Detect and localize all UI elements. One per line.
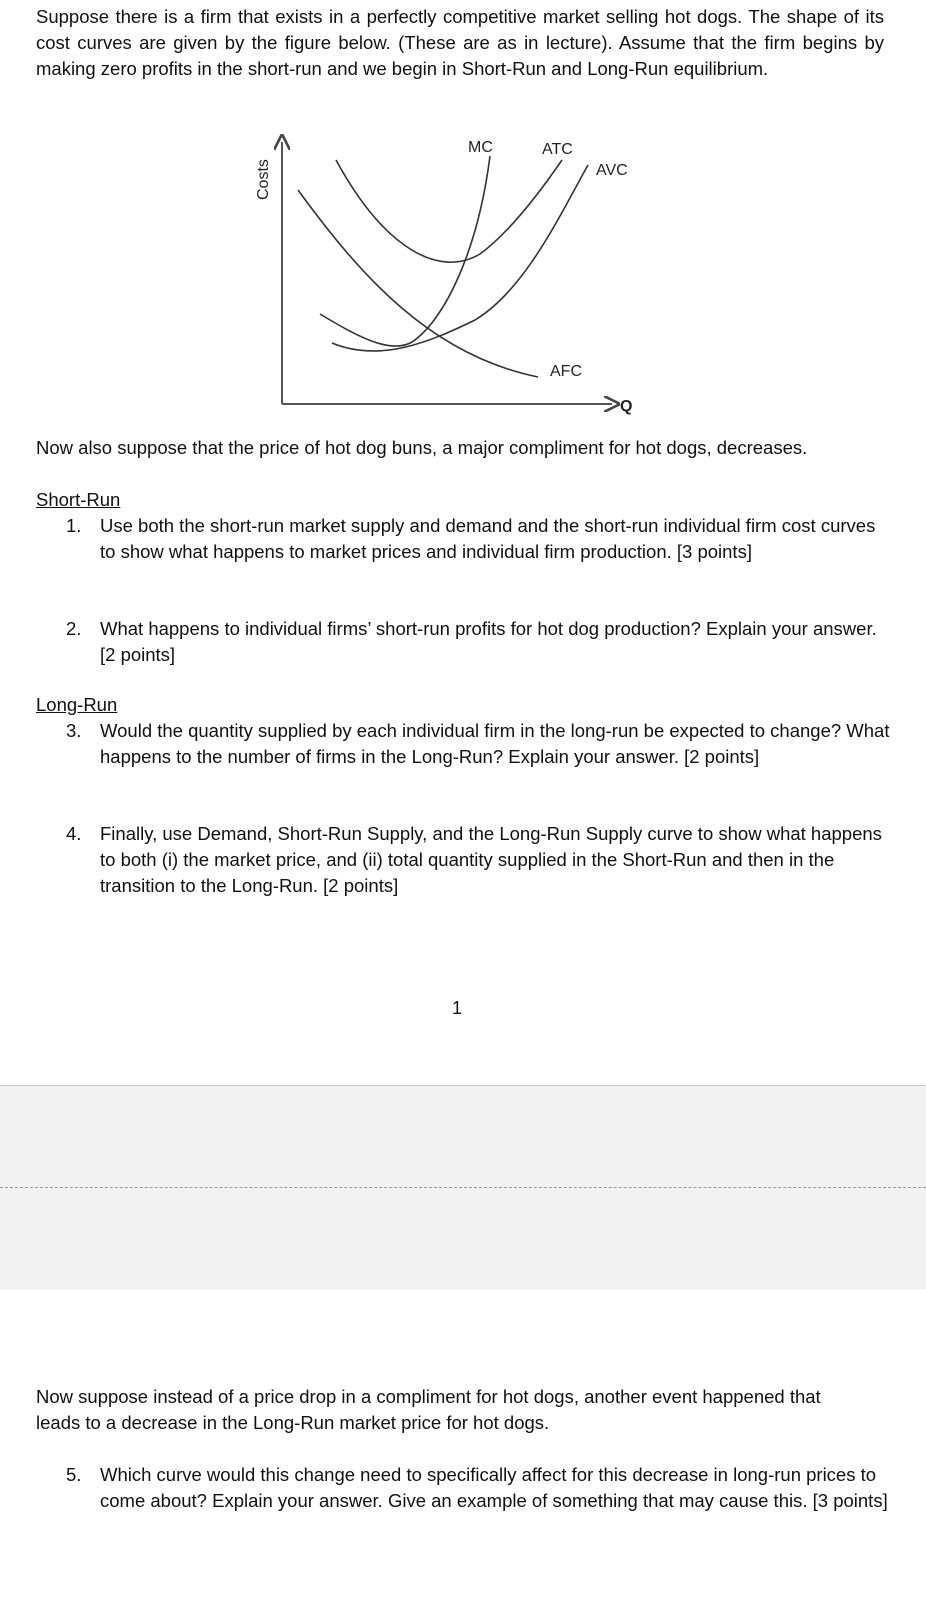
question-text: Would the quantity supplied by each individual firm in the long-run be expected to change? What happens to the number of firms in the Long-Run? Explain your answer. [2 points] bbox=[100, 720, 890, 767]
question-number: 4. bbox=[66, 823, 82, 844]
atc-label: ATC bbox=[542, 141, 573, 158]
page-number: 1 bbox=[452, 998, 463, 1018]
question-number: 5. bbox=[66, 1464, 82, 1485]
intro-paragraph: Suppose there is a firm that exists in a perfectly competitive market selling hot dogs. The shape of its cost curves are given by the figure below. (These are as in lecture). Assume that the firm begins by making zero profits in the short-run and we begin in Short-Run and Long-Run equilibrium. bbox=[36, 6, 884, 79]
avc-label: AVC bbox=[596, 162, 628, 179]
avc-curve bbox=[332, 165, 588, 351]
atc-curve bbox=[336, 160, 562, 262]
mc-label: MC bbox=[468, 139, 493, 156]
x-axis-label: Q bbox=[620, 398, 633, 415]
y-axis-label: Costs bbox=[255, 159, 272, 200]
cost-curves-svg bbox=[240, 130, 680, 430]
question-number: 1. bbox=[66, 515, 82, 536]
short-run-heading: Short-Run bbox=[36, 489, 121, 510]
afc-curve bbox=[298, 190, 538, 377]
question-text: Which curve would this change need to specifically affect for this decrease in long-run prices to come about? Explain your answer. Give an example of something that may cause this. [3 points] bbox=[100, 1464, 888, 1511]
page-gap bbox=[0, 1085, 926, 1291]
long-run-heading: Long-Run bbox=[36, 694, 118, 715]
question-number: 2. bbox=[66, 618, 82, 639]
question-text: Finally, use Demand, Short-Run Supply, and the Long-Run Supply curve to show what happens to both (i) the market price, and (ii) total quantity supplied in the Short-Run and then in the transition to the Long-Run. [2 points] bbox=[100, 823, 882, 896]
cost-curves-figure bbox=[240, 130, 680, 430]
page-2 bbox=[0, 1290, 926, 1614]
afc-label: AFC bbox=[550, 363, 582, 380]
question-text: Use both the short-run market supply and demand and the short-run individual firm cost curves to show what happens to market prices and individual firm production. [3 points] bbox=[100, 515, 876, 562]
question-text: What happens to individual firms’ short-run profits for hot dog production? Explain your answer. [2 points] bbox=[100, 618, 877, 665]
page2-intro-paragraph: Now suppose instead of a price drop in a compliment for hot dogs, another event happened that leads to a decrease in the Long-Run market price for hot dogs. bbox=[36, 1386, 821, 1433]
page-break-divider bbox=[0, 1187, 926, 1188]
question-number: 3. bbox=[66, 720, 82, 741]
now-also-paragraph: Now also suppose that the price of hot dog buns, a major compliment for hot dogs, decreases. bbox=[36, 437, 808, 458]
